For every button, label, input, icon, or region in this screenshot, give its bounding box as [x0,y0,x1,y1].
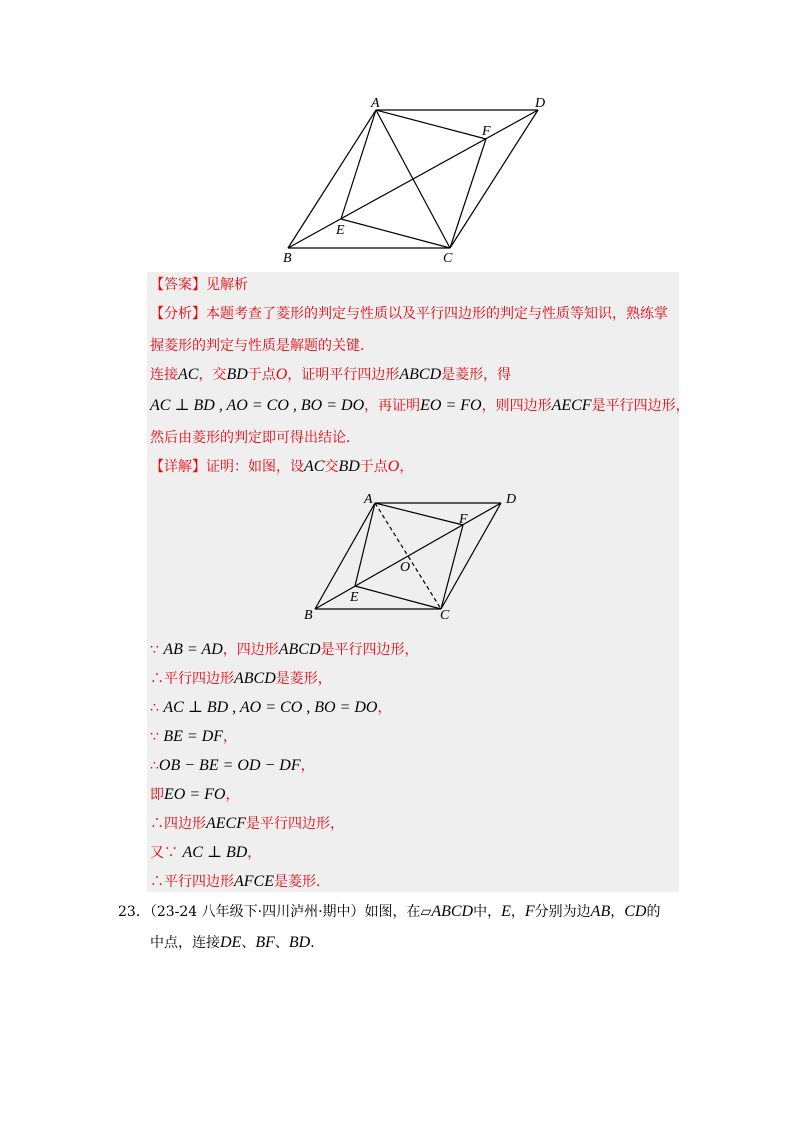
label-d: D [535,96,546,111]
analysis-line-4: AC ⊥ BD , AO = CO , BO = DO，再证明EO = FO，则四边形AECF是平行四边形， [150,397,690,414]
edge-fc [441,525,463,609]
question-23-line-1: 23．（23-24 八年级下·四川泸州·期中）如图，在▱ABCD中，E，F分别为边AB，CD的 [118,903,661,920]
diagonal-ac [376,110,450,248]
label-f: F [482,124,491,139]
answer-line [150,276,248,294]
figure-rhombus-2 [300,488,530,626]
proof-step-5: ∴OB − BE = OD − DF， [150,757,315,774]
proof-step-4: ∵ BE = DF， [150,728,238,745]
diagonal-bd [315,503,501,609]
edge-cd [441,503,501,609]
label-b: B [304,608,313,623]
figure1-svg [280,92,550,268]
edge-af [375,503,463,525]
edge-cd [450,110,538,248]
answer-text: 见解析 [206,277,248,293]
analysis-label: 【分析】 [150,306,206,322]
question-source: （23-24 八年级下·四川泸州·期中） [149,904,365,920]
detail-label: 【详解】 [150,459,206,475]
label-b: B [283,251,292,266]
analysis-line-5: 然后由菱形的判定即可得出结论． [150,430,360,446]
analysis-line-2: 握菱形的判定与性质是解题的关键． [150,338,374,354]
edge-ec [355,586,441,609]
label-o: O [400,560,411,575]
label-c: C [443,251,453,266]
proof-step-3: ∴ AC ⊥ BD , AO = CO , BO = DO， [150,699,392,716]
edge-ae [355,503,375,586]
question-number: 23． [118,904,150,920]
label-a: A [371,96,380,111]
label-e: E [336,223,345,238]
detail-intro-line: 【详解】证明：如图，设AC交BD于点O， [150,458,414,475]
parallelogram-symbol: ▱ [420,904,432,920]
proof-step-6: 即EO = FO， [150,786,240,803]
answer-label: 【答案】 [150,277,206,293]
figure2-svg [300,488,530,626]
edge-ab [315,503,375,609]
label-c: C [440,608,450,623]
label-f: F [459,512,468,527]
figure-rhombus-1 [280,92,550,268]
proof-step-9: ∴平行四边形AFCE是菱形． [150,873,330,890]
edge-ab [288,110,376,248]
proof-step-8: 又∵ AC ⊥ BD， [150,844,262,861]
proof-step-7: ∴四边形AECF是平行四边形， [150,815,344,832]
label-a: A [364,492,373,507]
edge-af [376,110,486,139]
edge-ec [341,219,450,248]
label-e: E [350,590,359,605]
question-23-line-2: 中点，连接DE、BF、BD． [150,934,325,951]
proof-step-1: ∵ AB = AD，四边形ABCD是平行四边形， [150,641,419,658]
proof-step-2: ∴平行四边形ABCD是菱形， [150,670,332,687]
analysis-line-1: 【分析】本题考查了菱形的判定与性质以及平行四边形的判定与性质等知识，熟练掌 [150,306,668,322]
label-d: D [506,492,517,507]
analysis-line-3: 连接AC，交BD于点O，证明平行四边形ABCD是菱形，得 [150,366,512,383]
